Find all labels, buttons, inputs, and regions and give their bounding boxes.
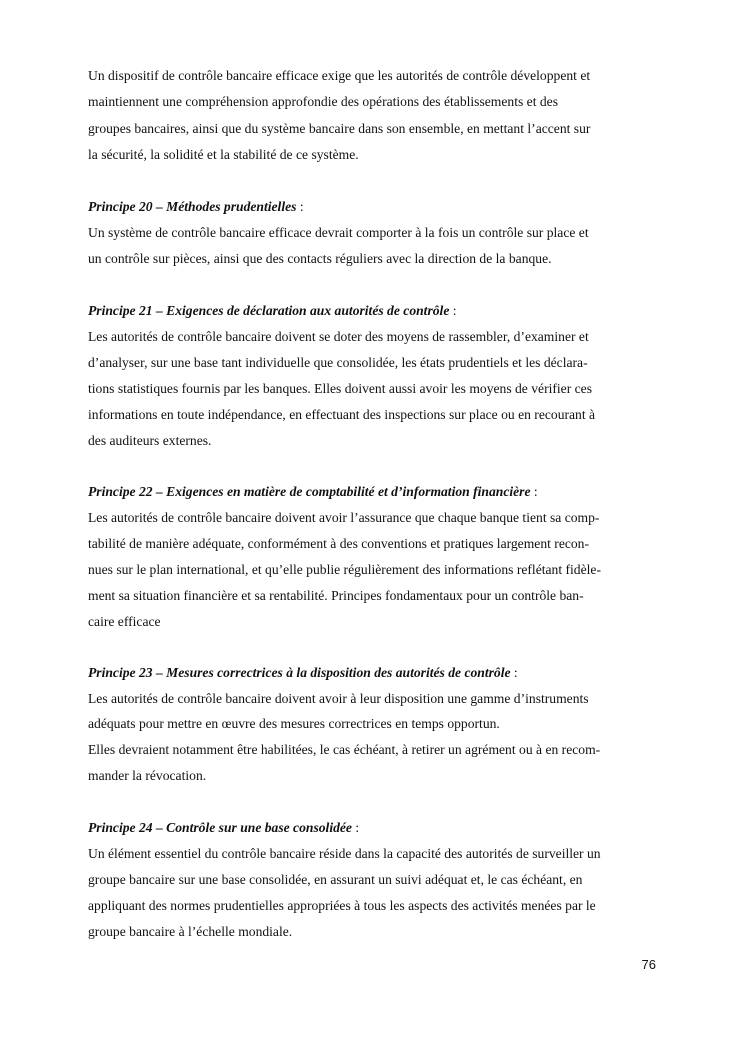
principle-24-line: groupe bancaire sur une base consolidée, en assurant un suivi adéquat et, le cas échéant, en xyxy=(88,872,583,887)
intro-line: groupes bancaires, ainsi que du système bancaire dans son ensemble, en mettant l’accent sur xyxy=(88,121,591,136)
principle-24-line: groupe bancaire à l’échelle mondiale. xyxy=(88,924,293,939)
principle-23-title: Principe 23 – Mesures correctrices à la disposition des autorités de contrôle xyxy=(88,665,511,680)
principle-20-line: Un système de contrôle bancaire efficace devrait comporter à la fois un contrôle sur place et xyxy=(88,225,589,240)
principle-22-title: Principe 22 – Exigences en matière de comptabilité et d’information financière xyxy=(88,484,531,499)
principle-23-line: Les autorités de contrôle bancaire doivent avoir à leur disposition une gamme d’instruments xyxy=(88,691,589,706)
principle-20-title: Principe 20 – Méthodes prudentielles xyxy=(88,199,297,214)
intro-line: la sécurité, la solidité et la stabilité de ce système. xyxy=(88,147,359,162)
principle-24-suffix: : xyxy=(351,820,360,835)
principle-23-line: mander la révocation. xyxy=(88,768,207,783)
principle-21-line: des auditeurs externes. xyxy=(88,433,212,448)
principle-21-line: tions statistiques fournis par les banques. Elles doivent aussi avoir les moyens de vérifier ces xyxy=(88,381,592,396)
principle-22-suffix: : xyxy=(530,484,538,499)
principle-21-title: Principe 21 – Exigences de déclaration aux autorités de contrôle xyxy=(88,303,450,318)
principle-22-line: ment sa situation financière et sa rentabilité. Principes fondamentaux pour un contrôle ban- xyxy=(88,588,584,603)
principle-24-heading xyxy=(88,818,658,838)
principle-21-suffix: : xyxy=(449,303,457,318)
principle-21-line: informations en toute indépendance, en effectuant des inspections sur place ou en recourant à xyxy=(88,407,596,422)
intro-line: maintiennent une compréhension approfondie des opérations des établissements et des xyxy=(88,94,558,109)
principle-21-line: d’analyser, sur une base tant individuelle que consolidée, les états prudentiels et les déclara- xyxy=(88,355,588,370)
intro-line: Un dispositif de contrôle bancaire efficace exige que les autorités de contrôle développent et xyxy=(88,68,591,83)
principle-20-suffix: : xyxy=(296,199,304,214)
principle-23-suffix: : xyxy=(510,665,518,680)
principle-22-line: nues sur le plan international, et qu’elle publie régulièrement des informations reflétant fidèle- xyxy=(88,562,601,577)
principle-23-heading xyxy=(88,663,658,683)
principle-22-line: caire efficace xyxy=(88,614,161,629)
principle-24-line: Un élément essentiel du contrôle bancaire réside dans la capacité des autorités de surveiller un xyxy=(88,846,601,861)
page-number: 76 xyxy=(641,957,656,972)
principle-20-line: un contrôle sur pièces, ainsi que des contacts réguliers avec la direction de la banque. xyxy=(88,251,552,266)
principle-24-title: Principe 24 – Contrôle sur une base consolidée xyxy=(88,820,352,835)
principle-22-heading xyxy=(88,482,658,502)
principle-21-line: Les autorités de contrôle bancaire doivent se doter des moyens de rassembler, d’examiner et xyxy=(88,329,589,344)
principle-20-heading xyxy=(88,197,658,217)
principle-22-line: tabilité de manière adéquate, conformément à des conventions et pratiques largement recon- xyxy=(88,536,590,551)
principle-24-line: appliquant des normes prudentielles appropriées à tous les aspects des activités menées par le xyxy=(88,898,596,913)
principle-21-heading xyxy=(88,301,658,321)
principle-23-line: adéquats pour mettre en œuvre des mesures correctrices en temps opportun. xyxy=(88,716,500,731)
principle-23-line: Elles devraient notamment être habilitées, le cas échéant, à retirer un agrément ou à en recom- xyxy=(88,742,601,757)
principle-22-line: Les autorités de contrôle bancaire doivent avoir l’assurance que chaque banque tient sa comp- xyxy=(88,510,600,525)
